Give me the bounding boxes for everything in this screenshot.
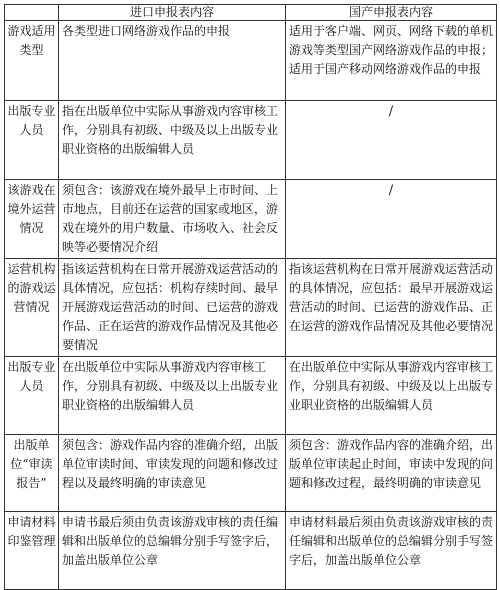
row-label: 申请材料印鉴管理 — [5, 512, 59, 590]
domestic-cell: 在出版单位中实际从事游戏内容审核工作，分别具有初级、中级及以上出版专业职业资格的出版编辑人员 — [286, 357, 497, 435]
import-cell: 各类型进口网络游戏作品的申报 — [59, 21, 286, 101]
table-row — [5, 180, 497, 259]
domestic-cell: 适用于客户端、网页、网络下载的单机游戏等类型国产网络游戏作品的申报；适用于国产移动网络游戏作品的申报 — [286, 21, 497, 101]
import-cell: 须包含：游戏作品内容的准确介绍，出版单位审读时间、审读发现的问题和修改过程以及最终明确的审读意见 — [59, 435, 286, 512]
row-label: 运营机构的游戏运营情况 — [5, 259, 59, 357]
import-cell: 申请书最后须由负责该游戏审核的责任编辑和出版单位的总编辑分别手写签字后，加盖出版单位公章 — [59, 512, 286, 590]
domestic-cell: 申请材料最后须由负责该游戏审核的责任编辑和出版单位的总编辑分别手写签字后，加盖出版单位公章 — [286, 512, 497, 590]
row-label: 出版单位“审读报告” — [5, 435, 59, 512]
table-header-row — [5, 5, 497, 21]
row-label: 出版专业人员 — [5, 101, 59, 180]
domestic-cell: / — [286, 101, 497, 180]
table-row — [5, 435, 497, 512]
import-cell: 须包含：该游戏在境外最早上市时间、上市地点，目前还在运营的国家或地区，游戏在境外的用户数量、市场收入、社会反映等必要情况介绍 — [59, 180, 286, 259]
domestic-cell: / — [286, 180, 497, 259]
import-cell: 指该运营机构在日常开展游戏运营活动的具体情况，应包括：机构存续时间、最早开展游戏运营活动的时间、已运营的游戏作品、正在运营的游戏作品情况及其他必要情况 — [59, 259, 286, 357]
header-blank-cell — [5, 5, 59, 21]
row-label: 游戏适用类型 — [5, 21, 59, 101]
table-row — [5, 21, 497, 101]
table-row — [5, 101, 497, 180]
table-row — [5, 357, 497, 435]
comparison-table — [4, 4, 497, 590]
domestic-cell: 须包含：游戏作品内容的准确介绍，出版单位审读起止时间，审读中发现的问题和修改过程，最终明确的审读意见 — [286, 435, 497, 512]
import-cell: 在出版单位中实际从事游戏内容审核工作，分别具有初级、中级及以上出版专业职业资格的出版编辑人员 — [59, 357, 286, 435]
table-row — [5, 512, 497, 590]
header-domestic: 国产申报表内容 — [286, 5, 497, 21]
row-label: 出版专业人员 — [5, 357, 59, 435]
header-import: 进口申报表内容 — [59, 5, 286, 21]
domestic-cell: 指该运营机构在日常开展游戏运营活动的具体情况，应包括：最早开展游戏运营活动的时间、已运营的游戏作品、正在运营的游戏作品情况及其他必要情况 — [286, 259, 497, 357]
row-label: 该游戏在境外运营情况 — [5, 180, 59, 259]
import-cell: 指在出版单位中实际从事游戏内容审核工作，分别具有初级、中级及以上出版专业职业资格的出版编辑人员 — [59, 101, 286, 180]
table-row — [5, 259, 497, 357]
